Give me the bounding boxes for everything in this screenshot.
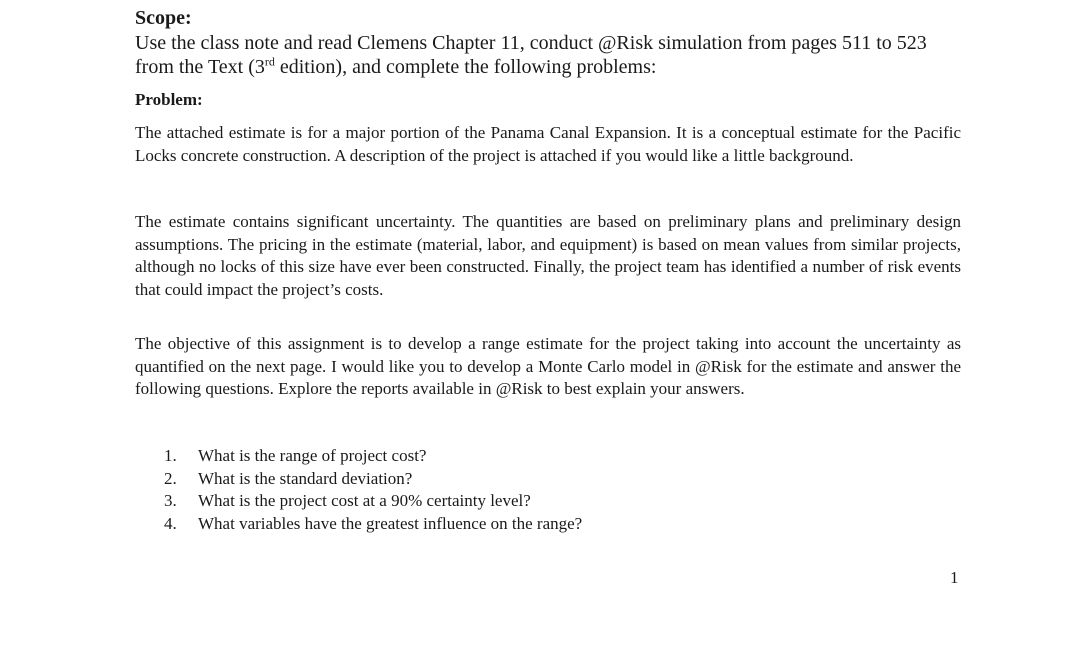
question-text: What is the project cost at a 90% certainty level?: [198, 491, 531, 510]
scope-text-superscript: rd: [264, 54, 275, 69]
scope-text-main: Use the class note and read Clemens Chapter 11, conduct @Risk simulation from pages 511 to 523 from the Text (3: [135, 32, 927, 78]
question-text: What is the range of project cost?: [198, 446, 427, 465]
paragraph-uncertainty: The estimate contains significant uncertainty. The quantities are based on preliminary plans and preliminary design assumptions. The pricing in the estimate (material, labor, and equipment) is based on mean values from similar projects, although no locks of this size have ever been constructed. Finally, the project team has identified a number of risk events that could impact the project’s costs.: [135, 212, 961, 299]
question-text: What is the standard deviation?: [198, 468, 413, 488]
question-list: [164, 445, 582, 535]
scope-text: [135, 31, 965, 79]
page-number: 1: [950, 568, 959, 587]
question-number: 2.: [164, 468, 177, 488]
question-number: 1.: [164, 446, 177, 465]
list-item: [164, 490, 582, 513]
scope-heading: Scope:: [135, 7, 192, 29]
paragraph-estimate-description: The attached estimate is for a major portion of the Panama Canal Expansion. It is a conceptual estimate for the Pacific Locks concrete construction. A description of the project is attached if you would like a little background.: [135, 123, 961, 165]
question-text: What variables have the greatest influence on the range?: [198, 513, 583, 533]
question-number: 3.: [164, 491, 177, 510]
question-number: 4.: [164, 513, 177, 533]
list-item: [164, 445, 582, 468]
problem-heading: Problem:: [135, 90, 203, 109]
list-item: [164, 513, 582, 536]
list-item: [164, 468, 582, 491]
paragraph-objective: The objective of this assignment is to develop a range estimate for the project taking into account the uncertainty as quantified on the next page. I would like you to develop a Monte Carlo model in @Risk for the estimate and answer the following questions. Explore the reports available in @Risk to best explain your answers.: [135, 334, 961, 398]
scope-text-tail: edition), and complete the following problems:: [274, 56, 657, 78]
